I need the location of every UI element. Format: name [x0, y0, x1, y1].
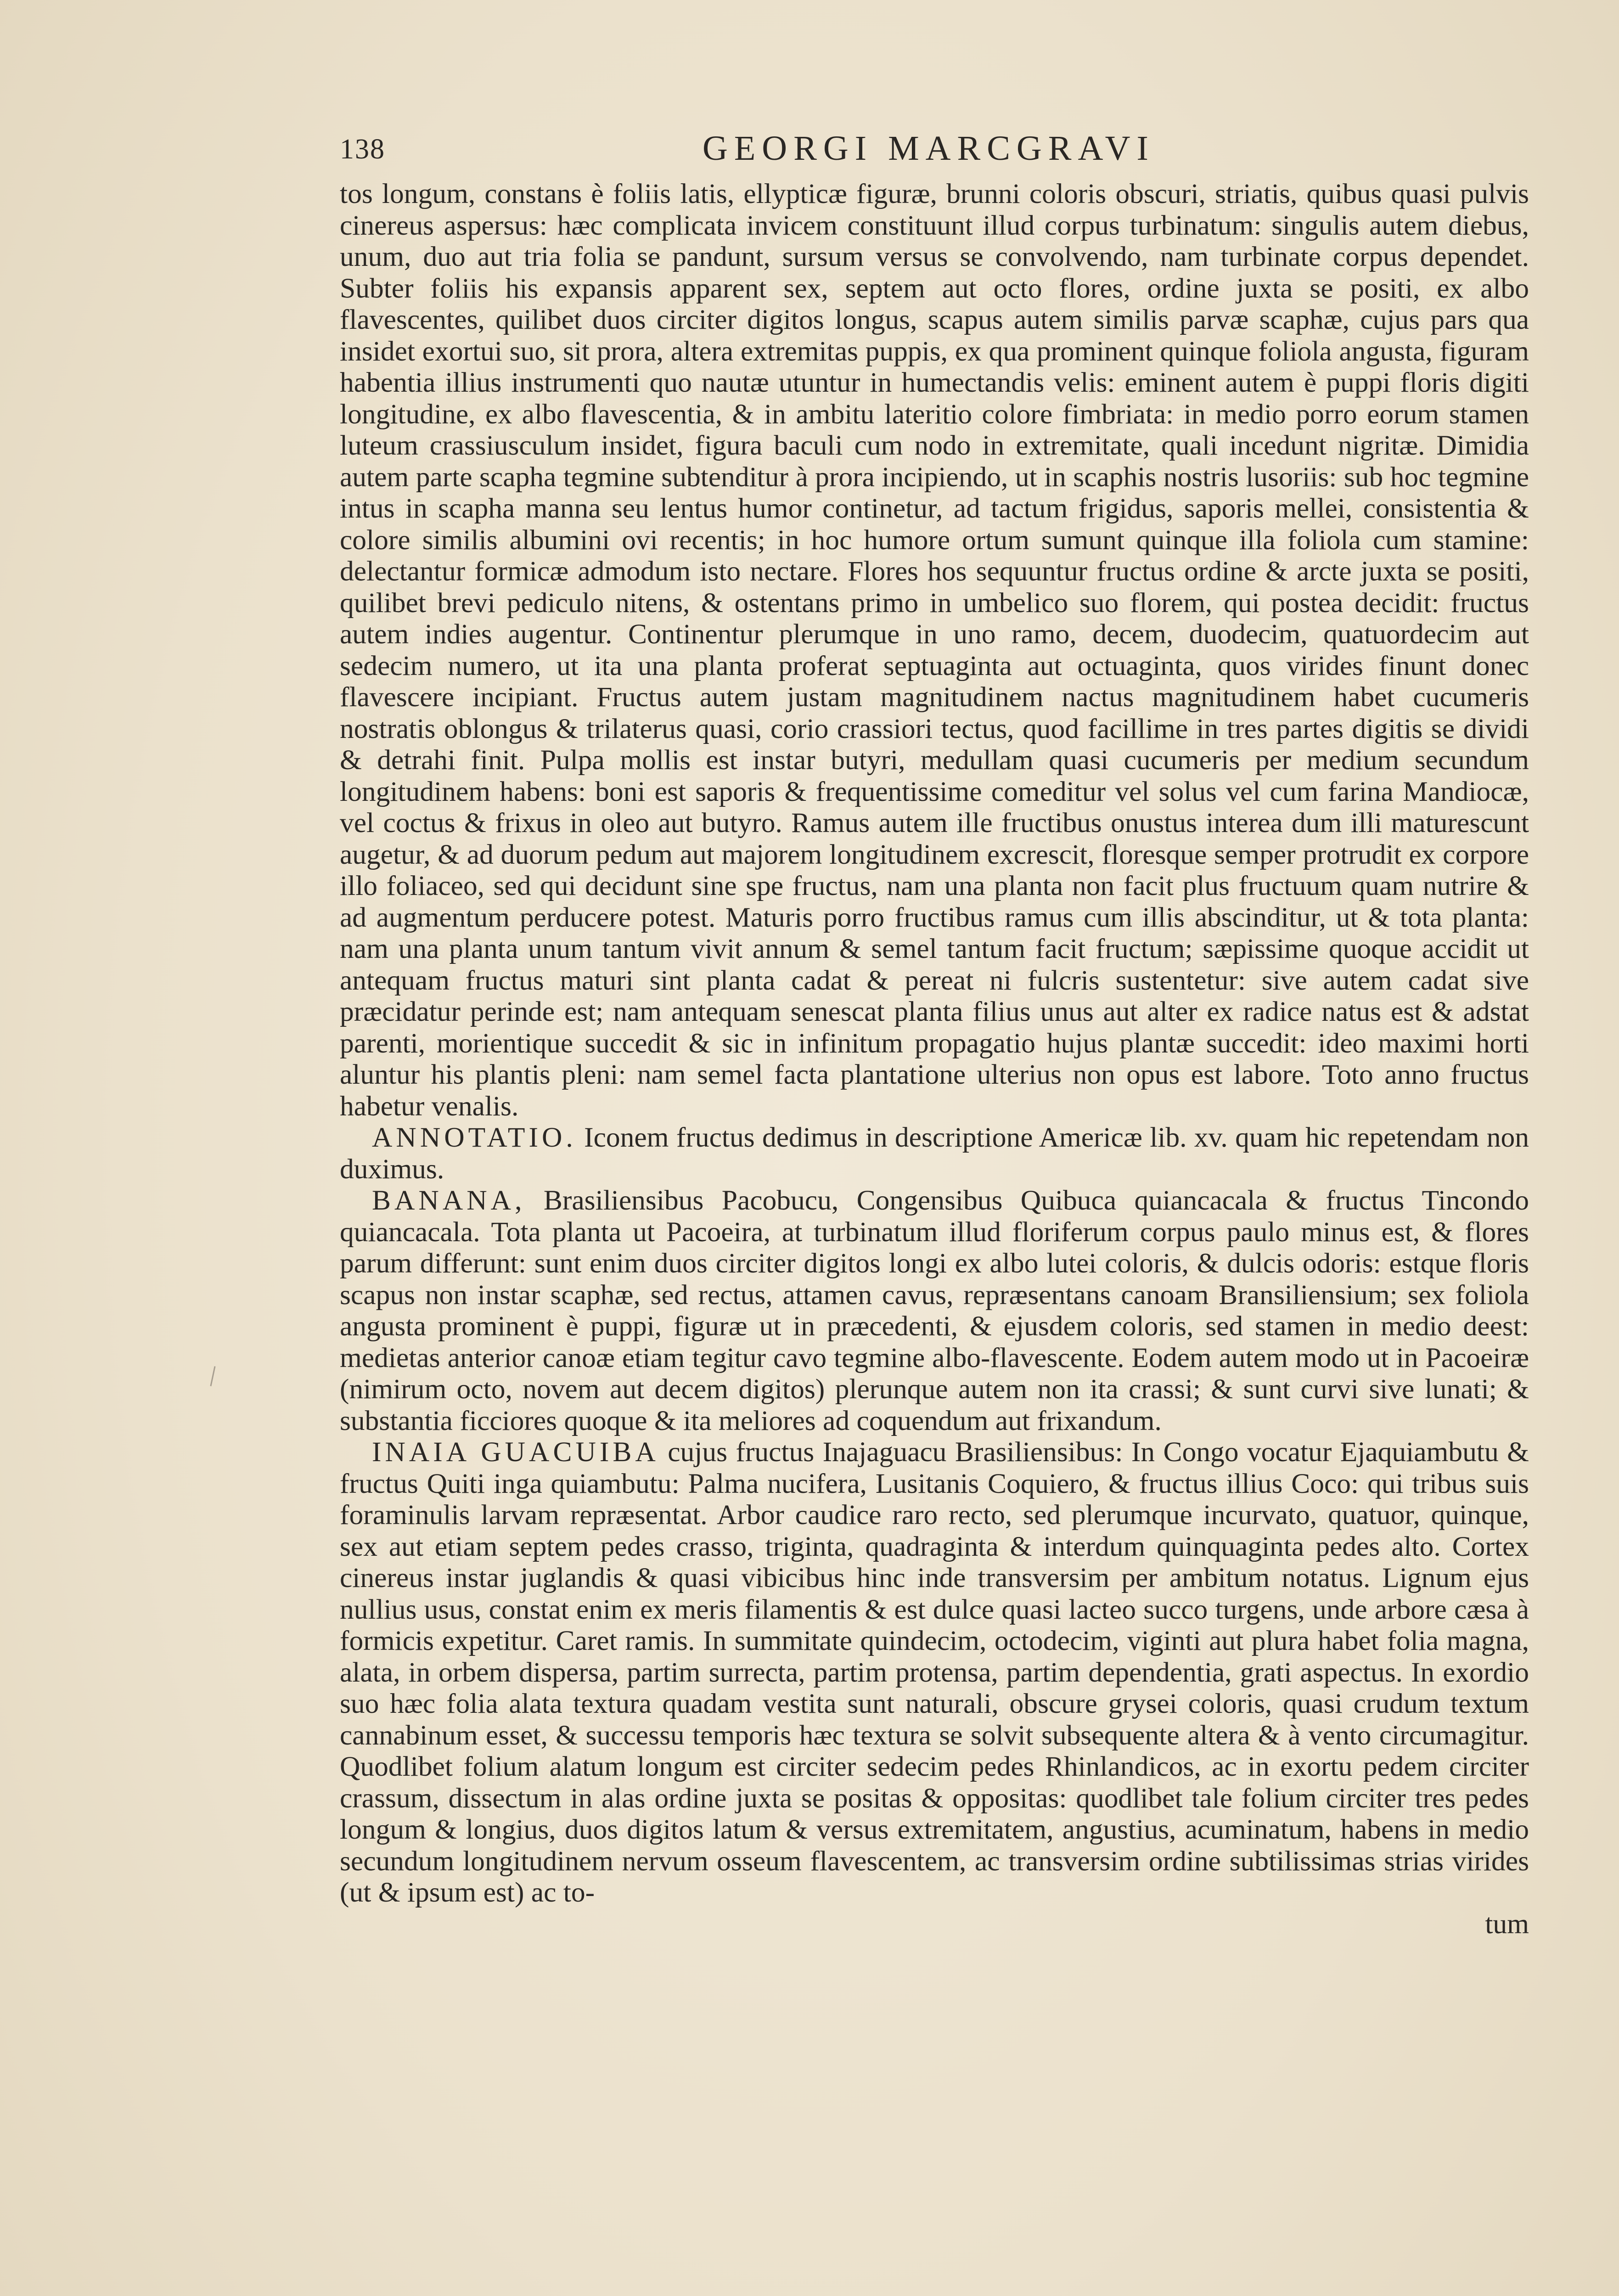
- paragraph-inaia-guacuiba: [340, 1436, 1529, 1908]
- running-head: GEORGI MARCGRAVI: [703, 129, 1155, 168]
- paragraph-lead: BANANA,: [372, 1185, 526, 1216]
- paragraph-lead: ANNOTATIO.: [372, 1122, 577, 1153]
- catchword: tum: [1485, 1908, 1529, 1940]
- paragraph-continued: [340, 178, 1529, 1122]
- book-page: [340, 124, 1529, 1940]
- paragraph-text: cujus fructus Inajaguacu Brasiliensibus: In Congo vocatur Ejaquiambutu & fructus Quiti inga quiambutu: Palma nucifera, Lusitanis Coquiero, & fructus illius Coco: qui tribus suis foraminulis larvam repræsentat. Arbor caudice raro recto, sed plerumque incurvato, quatuor, quinque, sex aut etiam septem pedes crasso, triginta, quadraginta & interdum quinquaginta pedes alto. Cortex cinereus instar juglandis & quasi vibicibus hinc inde transversim per ambitum notatus. Lignum ejus nullius usus, constat enim ex meris filamentis & est dulce quasi lacteo succo turgens, unde arbore cæsa à formicis expetitur. Caret ramis. In summitate quindecim, octodecim, viginti aut plura habet folia magna, alata, in orbem dispersa, partim surrecta, partim protensa, partim dependentia, grati aspectus. In exordio suo hæc folia alata textura quadam vestita sunt naturali, obscure grysei coloris, quasi crudum textum cannabinum esset, & successu temporis hæc textura se solvit subsequente altera & à vento circumagitur. Quodlibet folium alatum longum est circiter sedecim pedes Rhinlandicos, ac in exortu pedem circiter crassum, dissectum in alas ordine juxta se positas & oppositas: quodlibet tale folium circiter tres pedes longum & longius, duos digitos latum & versus extremitatem, angustius, acuminatum, habens in medio secundum longitudinem nervum osseum flavescentem, ac transversim ordine subtilissimas strias virides (ut & ipsum est) ac to-: [340, 1436, 1529, 1908]
- paragraph-banana: [340, 1185, 1529, 1436]
- paragraph-text: Brasiliensibus Pacobucu, Congensibus Quibuca quiancacala & fructus Tincondo quiancacala. Tota planta ut Pacoeira, at turbinatum illud floriferum corpus paulo minus est, & flores parum differunt: sunt enim duos circiter digitos longi ex albo lutei coloris, & dulcis odoris: estque floris scapus non instar scaphæ, sed rectus, attamen cavus, repræsentans canoam Bransiliensium; sex foliola angusta prominent è puppi, figuræ ut in præcedenti, & ejusdem coloris, sed stamen in medio deest: medietas anterior canoæ etiam tegitur cavo tegmine albo-flavescente. Eodem autem modo ut in Pacoeiræ (nimirum octo, novem aut decem digitos) plerunque autem non ita crassi; & sunt curvi sive lunati; & substantia ficciores quoque & ita meliores ad coquendum aut frixandum.: [340, 1185, 1529, 1436]
- body-text: [340, 178, 1529, 1940]
- page-header: [340, 124, 1529, 174]
- page-number: 138: [340, 134, 385, 165]
- paragraph-lead: INAIA GUACUIBA: [372, 1436, 659, 1468]
- paragraph-text: tos longum, constans è foliis latis, ellypticæ figuræ, brunni coloris obscuri, striatis, quibus quasi pulvis cinereus aspersus: hæc complicata invicem constituunt illud corpus turbinatum: singulis autem diebus, unum, duo aut tria folia se pandunt, sursum versus se convolvendo, nam turbinate corpus dependet. Subter foliis his expansis apparent sex, septem aut octo flores, ordine juxta se positi, ex albo flavescentes, quilibet duos circiter digitos longus, scapus autem similis parvæ scaphæ, cujus pars qua insidet exortui suo, sit prora, altera extremitas puppis, ex qua prominent quinque foliola angusta, figuram habentia illius instrumenti quo nautæ utuntur in humectandis velis: eminent autem è puppi floris digiti longitudine, ex albo flavescentia, & in ambitu lateritio colore fimbriata: in medio porro eorum stamen luteum crassiusculum insidet, figura baculi cum nodo in extremitate, quali incedunt nigritæ. Dimidia autem parte scapha tegmine subtenditur à prora incipiendo, ut in scaphis nostris lusoriis: sub hoc tegmine intus in scapha manna seu lentus humor continetur, ad tactum frigidus, saporis mellei, consistentia & colore similis albumini ovi recentis; in hoc humore ortum sumunt quinque illa foliola cum stamine: delectantur formicæ admodum isto nectare. Flores hos sequuntur fructus ordine & arcte juxta se positi, quilibet brevi pediculo nitens, & ostentans primo in umbelico suo florem, qui postea decidit: fructus autem indies augentur. Continentur plerumque in uno ramo, decem, duodecim, quatuordecim aut sedecim numero, ut ita una planta proferat septuaginta aut octuaginta, quos virides finunt donec flavescere incipiant. Fructus autem justam magnitudinem nactus magnitudinem habet cucumeris nostratis oblongus & trilaterus quasi, corio crassiori tectus, quod facillime in tres partes digitis se dividi & detrahi finit. Pulpa mollis est instar butyri, medullam quasi cucumeris per medium secundum longitudinem habens: boni est saporis & frequentissime comeditur vel solus vel cum farina Mandiocæ, vel coctus & frixus in oleo aut butyro. Ramus autem ille fructibus onustus interea dum illi maturescunt augetur, & ad duorum pedum aut majorem longitudinem excrescit, floresque semper protrudit ex corpore illo foliaceo, sed qui decidunt sine spe fructus, nam una planta non facit plus fructuum quam nutrire & ad augmentum perducere potest. Maturis porro fructibus ramus cum illis abscinditur, ut & tota planta: nam una planta unum tantum vivit annum & semel tantum facit fructum; sæpissime quoque accidit ut antequam fructus maturi sint planta cadat & pereat ni fulcris sustentetur: sive autem cadat sive præcidatur perinde est; nam antequam senescat planta filius unus aut alter ex radice natus est & adstat parenti, morientique succedit & sic in infinitum propagatio hujus plantæ succedit: ideo maximi horti aluntur his plantis pleni: nam semel facta plantatione ulterius non opus est labore. Toto anno fructus habetur venalis.: [340, 178, 1529, 1122]
- paragraph-text: Iconem fructus dedimus in descriptione Americæ lib. xv. quam hic repetendam non duximus.: [340, 1122, 1529, 1185]
- margin-mark: [210, 1366, 215, 1386]
- paragraph-annotatio: [340, 1122, 1529, 1185]
